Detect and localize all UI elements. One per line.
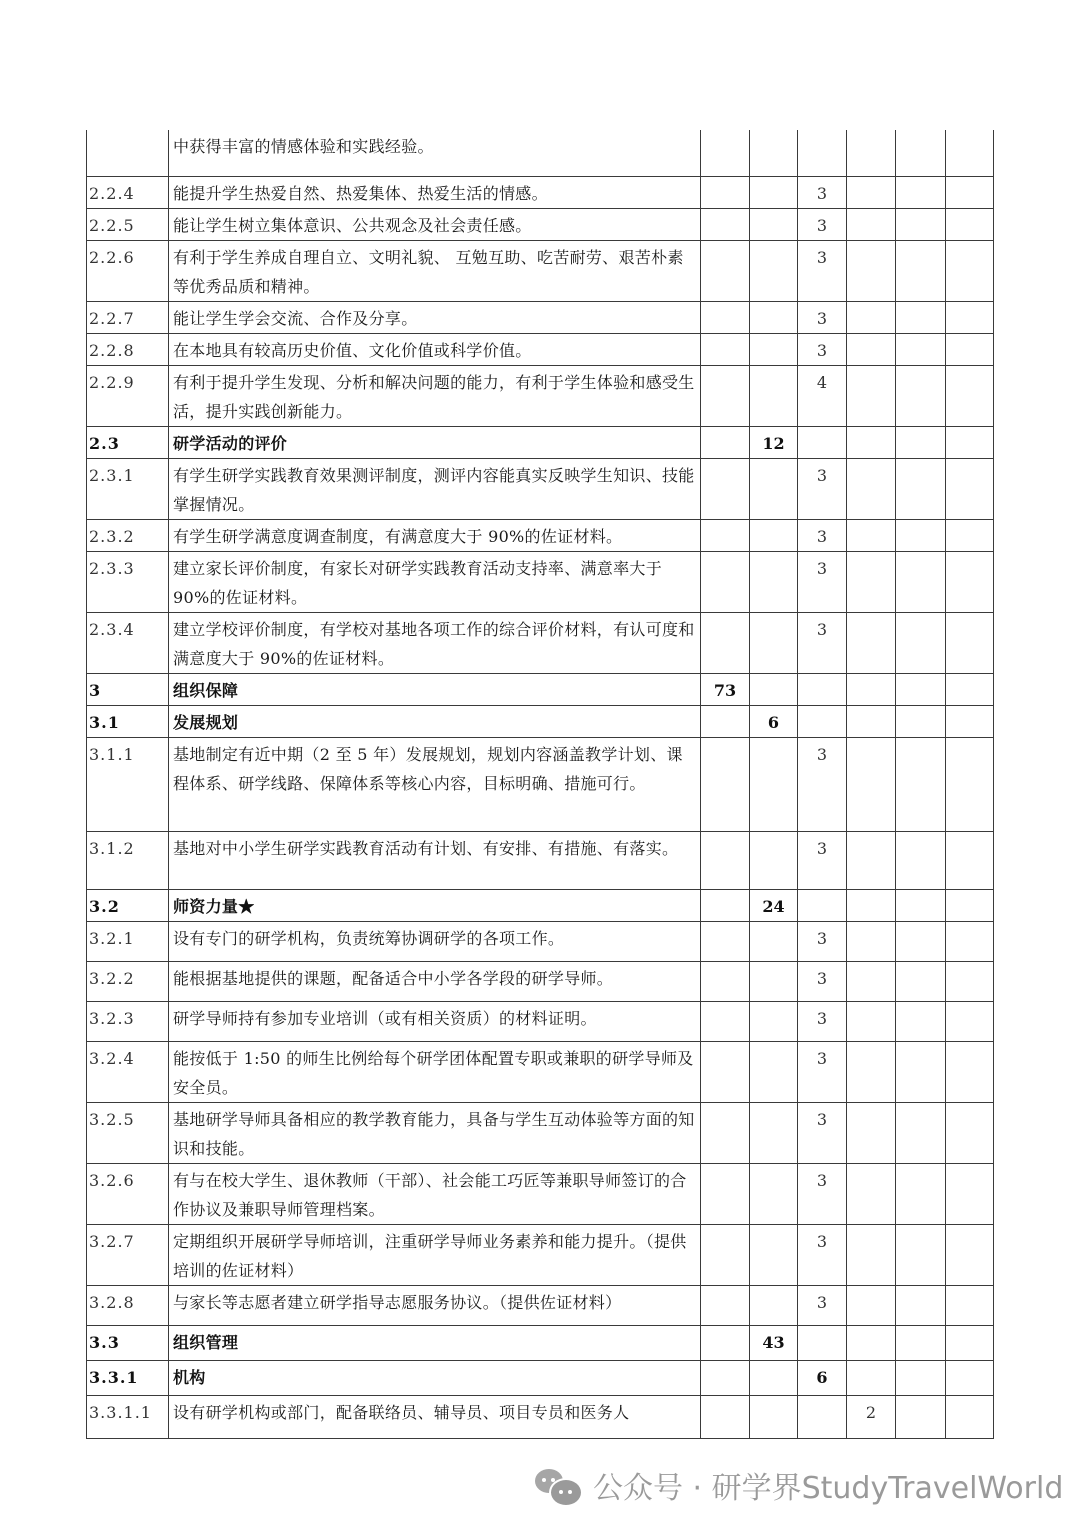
item-description: 基地研学导师具备相应的教学教育能力，具备与学生互动体验等方面的知识和技能。 [169, 1102, 701, 1163]
item-code: 3.3.1 [87, 1360, 169, 1395]
score-level-3: 3 [798, 519, 847, 551]
score-level-3 [798, 130, 847, 176]
score-level-4 [847, 1325, 896, 1360]
item-description: 设有专门的研学机构，负责统筹协调研学的各项工作。 [169, 921, 701, 961]
score-level-3: 3 [798, 921, 847, 961]
score-level-2 [750, 673, 798, 705]
item-description: 能按低于 1:50 的师生比例给每个研学团体配置专职或兼职的研学导师及安全员。 [169, 1041, 701, 1102]
score-col-5 [896, 1325, 946, 1360]
item-code: 2.3.3 [87, 551, 169, 612]
score-level-3: 3 [798, 208, 847, 240]
item-description: 有学生研学满意度调查制度，有满意度大于 90%的佐证材料。 [169, 519, 701, 551]
score-col-6 [946, 1360, 994, 1395]
score-col-6 [946, 1285, 994, 1325]
score-level-2 [750, 333, 798, 365]
score-col-5 [896, 208, 946, 240]
score-col-5 [896, 458, 946, 519]
score-level-3 [798, 705, 847, 737]
table-row [87, 1001, 994, 1041]
item-description: 组织管理 [169, 1325, 701, 1360]
score-col-6 [946, 961, 994, 1001]
score-level-3: 3 [798, 961, 847, 1001]
score-level-1 [701, 208, 750, 240]
score-level-2 [750, 176, 798, 208]
item-code: 2.2.5 [87, 208, 169, 240]
table-row [87, 921, 994, 961]
table-row [87, 1224, 994, 1285]
item-code: 3.1.1 [87, 737, 169, 831]
score-level-3: 3 [798, 1102, 847, 1163]
table-row [87, 1285, 994, 1325]
item-code: 2.3.2 [87, 519, 169, 551]
score-level-4 [847, 673, 896, 705]
score-col-6 [946, 1041, 994, 1102]
table-row [87, 1102, 994, 1163]
score-level-4 [847, 1041, 896, 1102]
score-level-3: 3 [798, 831, 847, 889]
item-code: 2.2.6 [87, 240, 169, 301]
score-level-4: 2 [847, 1395, 896, 1438]
score-level-3: 3 [798, 1163, 847, 1224]
table-row [87, 1325, 994, 1360]
table-row [87, 737, 994, 831]
score-level-2 [750, 1360, 798, 1395]
score-col-5 [896, 921, 946, 961]
score-col-5 [896, 737, 946, 831]
score-level-3: 3 [798, 240, 847, 301]
score-level-3: 4 [798, 365, 847, 426]
table-row [87, 1163, 994, 1224]
score-col-5 [896, 1163, 946, 1224]
score-level-3 [798, 889, 847, 921]
score-col-6 [946, 1163, 994, 1224]
item-description: 中获得丰富的情感体验和实践经验。 [169, 130, 701, 176]
score-level-2 [750, 301, 798, 333]
score-level-3: 3 [798, 551, 847, 612]
item-code: 2.2.7 [87, 301, 169, 333]
score-level-1 [701, 426, 750, 458]
item-code: 3.3.1.1 [87, 1395, 169, 1438]
score-col-5 [896, 1224, 946, 1285]
score-level-1 [701, 612, 750, 673]
table-row [87, 208, 994, 240]
item-description: 能让学生树立集体意识、公共观念及社会责任感。 [169, 208, 701, 240]
score-level-1 [701, 961, 750, 1001]
item-description: 建立学校评价制度，有学校对基地各项工作的综合评价材料，有认可度和满意度大于 90%的佐证材料。 [169, 612, 701, 673]
score-level-4 [847, 1163, 896, 1224]
score-level-1 [701, 921, 750, 961]
score-col-5 [896, 889, 946, 921]
score-level-4 [847, 333, 896, 365]
table-row [87, 705, 994, 737]
score-col-6 [946, 1102, 994, 1163]
score-col-6 [946, 889, 994, 921]
score-level-2 [750, 1224, 798, 1285]
table-row [87, 333, 994, 365]
item-code: 3.2.4 [87, 1041, 169, 1102]
table-row [87, 176, 994, 208]
score-level-2 [750, 1001, 798, 1041]
score-col-5 [896, 1102, 946, 1163]
item-description: 组织保障 [169, 673, 701, 705]
score-level-4 [847, 519, 896, 551]
item-code: 3.2.7 [87, 1224, 169, 1285]
score-level-4 [847, 301, 896, 333]
score-level-1 [701, 130, 750, 176]
table-row [87, 458, 994, 519]
item-code: 3.1.2 [87, 831, 169, 889]
score-level-2 [750, 1041, 798, 1102]
score-level-2 [750, 130, 798, 176]
score-col-5 [896, 1001, 946, 1041]
table-row [87, 1395, 994, 1438]
item-code: 3.2.6 [87, 1163, 169, 1224]
score-level-2 [750, 365, 798, 426]
score-col-5 [896, 673, 946, 705]
item-description: 与家长等志愿者建立研学指导志愿服务协议。（提供佐证材料） [169, 1285, 701, 1325]
score-col-5 [896, 612, 946, 673]
item-description: 研学导师持有参加专业培训（或有相关资质）的材料证明。 [169, 1001, 701, 1041]
score-level-3 [798, 1395, 847, 1438]
score-level-3: 3 [798, 1041, 847, 1102]
score-level-2 [750, 551, 798, 612]
item-description: 设有研学机构或部门，配备联络员、辅导员、项目专员和医务人 [169, 1395, 701, 1438]
score-level-4 [847, 705, 896, 737]
item-code: 2.3 [87, 426, 169, 458]
score-col-5 [896, 831, 946, 889]
item-description: 建立家长评价制度，有家长对研学实践教育活动支持率、满意率大于 90%的佐证材料。 [169, 551, 701, 612]
score-level-4 [847, 365, 896, 426]
score-level-1 [701, 333, 750, 365]
table-row [87, 551, 994, 612]
score-col-6 [946, 737, 994, 831]
score-level-1 [701, 1224, 750, 1285]
score-col-5 [896, 1395, 946, 1438]
score-level-4 [847, 737, 896, 831]
score-level-2 [750, 921, 798, 961]
score-col-6 [946, 208, 994, 240]
score-level-2: 12 [750, 426, 798, 458]
score-level-2: 43 [750, 1325, 798, 1360]
table-row [87, 1041, 994, 1102]
item-code: 2.3.1 [87, 458, 169, 519]
score-col-6 [946, 705, 994, 737]
score-level-2: 6 [750, 705, 798, 737]
score-level-3: 3 [798, 1285, 847, 1325]
score-level-4 [847, 240, 896, 301]
score-level-4 [847, 458, 896, 519]
score-level-2 [750, 961, 798, 1001]
score-level-1 [701, 1395, 750, 1438]
score-level-3 [798, 1325, 847, 1360]
score-col-6 [946, 301, 994, 333]
score-level-1 [701, 831, 750, 889]
score-col-6 [946, 426, 994, 458]
score-level-1 [701, 1041, 750, 1102]
score-level-3: 3 [798, 458, 847, 519]
score-col-5 [896, 1041, 946, 1102]
item-description: 基地对中小学生研学实践教育活动有计划、有安排、有措施、有落实。 [169, 831, 701, 889]
score-level-1 [701, 551, 750, 612]
score-col-6 [946, 333, 994, 365]
score-col-5 [896, 551, 946, 612]
score-level-1 [701, 737, 750, 831]
score-level-4 [847, 1001, 896, 1041]
score-col-6 [946, 1224, 994, 1285]
score-col-5 [896, 426, 946, 458]
score-level-1 [701, 365, 750, 426]
item-code: 2.2.9 [87, 365, 169, 426]
score-level-2: 24 [750, 889, 798, 921]
item-code: 3.2.3 [87, 1001, 169, 1041]
score-col-5 [896, 130, 946, 176]
score-col-5 [896, 333, 946, 365]
score-level-4 [847, 208, 896, 240]
score-level-4 [847, 1224, 896, 1285]
evaluation-table [86, 130, 994, 1439]
score-level-3: 3 [798, 737, 847, 831]
score-level-1 [701, 176, 750, 208]
score-level-1 [701, 1285, 750, 1325]
item-description: 能让学生学会交流、合作及分享。 [169, 301, 701, 333]
score-level-4 [847, 1102, 896, 1163]
score-col-5 [896, 1285, 946, 1325]
item-code: 3.3 [87, 1325, 169, 1360]
table-row [87, 831, 994, 889]
item-description: 有利于提升学生发现、分析和解决问题的能力，有利于学生体验和感受生活，提升实践创新能力。 [169, 365, 701, 426]
table-row [87, 240, 994, 301]
score-col-5 [896, 705, 946, 737]
score-col-6 [946, 1001, 994, 1041]
score-level-3: 3 [798, 176, 847, 208]
score-level-2 [750, 208, 798, 240]
item-code: 3.2.8 [87, 1285, 169, 1325]
table-row [87, 1360, 994, 1395]
score-level-4 [847, 1360, 896, 1395]
score-level-1 [701, 1001, 750, 1041]
item-code: 2.2.4 [87, 176, 169, 208]
item-description: 能根据基地提供的课题，配备适合中小学各学段的研学导师。 [169, 961, 701, 1001]
item-description: 定期组织开展研学导师培训，注重研学导师业务素养和能力提升。（提供培训的佐证材料） [169, 1224, 701, 1285]
score-level-3: 3 [798, 1001, 847, 1041]
item-description: 能提升学生热爱自然、热爱集体、热爱生活的情感。 [169, 176, 701, 208]
score-col-6 [946, 458, 994, 519]
score-level-2 [750, 612, 798, 673]
score-level-2 [750, 737, 798, 831]
score-level-4 [847, 130, 896, 176]
item-description: 师资力量★ [169, 889, 701, 921]
score-col-6 [946, 176, 994, 208]
item-code: 3.2.2 [87, 961, 169, 1001]
item-description: 有利于学生养成自理自立、文明礼貌、 互勉互助、吃苦耐劳、艰苦朴素等优秀品质和精神。 [169, 240, 701, 301]
score-level-2 [750, 240, 798, 301]
score-col-6 [946, 831, 994, 889]
score-level-1 [701, 889, 750, 921]
score-level-2 [750, 458, 798, 519]
item-description: 在本地具有较高历史价值、文化价值或科学价值。 [169, 333, 701, 365]
score-col-6 [946, 921, 994, 961]
item-code: 3.2 [87, 889, 169, 921]
score-level-2 [750, 1285, 798, 1325]
score-level-1 [701, 458, 750, 519]
score-col-6 [946, 1325, 994, 1360]
score-level-4 [847, 176, 896, 208]
score-level-3: 3 [798, 612, 847, 673]
score-level-3 [798, 426, 847, 458]
score-level-4 [847, 426, 896, 458]
score-level-4 [847, 889, 896, 921]
item-code: 3.2.1 [87, 921, 169, 961]
score-level-4 [847, 1285, 896, 1325]
table-row [87, 130, 994, 176]
table-row [87, 673, 994, 705]
score-level-2 [750, 1395, 798, 1438]
wechat-icon [535, 1467, 583, 1503]
score-level-2 [750, 831, 798, 889]
watermark-label: 公众号 · 研学界StudyTravelWorld [593, 1471, 1064, 1506]
score-level-3: 3 [798, 333, 847, 365]
item-code: 3.2.5 [87, 1102, 169, 1163]
score-col-5 [896, 301, 946, 333]
table-row [87, 426, 994, 458]
score-level-4 [847, 831, 896, 889]
score-level-4 [847, 551, 896, 612]
table-row [87, 365, 994, 426]
score-level-1: 73 [701, 673, 750, 705]
score-col-6 [946, 551, 994, 612]
score-col-5 [896, 1360, 946, 1395]
score-level-1 [701, 1325, 750, 1360]
item-code [87, 130, 169, 176]
item-description: 基地制定有近中期（2 至 5 年）发展规划，规划内容涵盖教学计划、课程体系、研学线路、保障体系等核心内容，目标明确、措施可行。 [169, 737, 701, 831]
score-level-1 [701, 519, 750, 551]
score-col-6 [946, 612, 994, 673]
score-level-1 [701, 301, 750, 333]
score-level-1 [701, 1360, 750, 1395]
score-level-1 [701, 1163, 750, 1224]
item-description: 有与在校大学生、退休教师（干部）、社会能工巧匠等兼职导师签订的合作协议及兼职导师管理档案。 [169, 1163, 701, 1224]
score-col-6 [946, 1395, 994, 1438]
score-level-4 [847, 921, 896, 961]
item-code: 3 [87, 673, 169, 705]
score-level-3: 3 [798, 301, 847, 333]
score-level-4 [847, 961, 896, 1001]
score-col-5 [896, 519, 946, 551]
score-col-6 [946, 673, 994, 705]
score-level-2 [750, 519, 798, 551]
table-row [87, 612, 994, 673]
score-col-5 [896, 961, 946, 1001]
item-description: 发展规划 [169, 705, 701, 737]
score-level-3: 3 [798, 1224, 847, 1285]
score-level-3 [798, 673, 847, 705]
score-col-6 [946, 519, 994, 551]
table-row [87, 301, 994, 333]
watermark [535, 1463, 1063, 1507]
score-level-1 [701, 1102, 750, 1163]
item-code: 2.2.8 [87, 333, 169, 365]
item-description: 有学生研学实践教育效果测评制度，测评内容能真实反映学生知识、技能掌握情况。 [169, 458, 701, 519]
table-row [87, 519, 994, 551]
score-col-5 [896, 365, 946, 426]
score-level-4 [847, 612, 896, 673]
score-col-6 [946, 240, 994, 301]
table-row [87, 889, 994, 921]
score-level-1 [701, 705, 750, 737]
score-col-6 [946, 365, 994, 426]
score-col-5 [896, 176, 946, 208]
score-col-5 [896, 240, 946, 301]
item-description: 研学活动的评价 [169, 426, 701, 458]
score-level-3: 6 [798, 1360, 847, 1395]
table-row [87, 961, 994, 1001]
score-col-6 [946, 130, 994, 176]
score-level-1 [701, 240, 750, 301]
item-code: 2.3.4 [87, 612, 169, 673]
item-description: 机构 [169, 1360, 701, 1395]
score-level-2 [750, 1163, 798, 1224]
score-level-2 [750, 1102, 798, 1163]
item-code: 3.1 [87, 705, 169, 737]
